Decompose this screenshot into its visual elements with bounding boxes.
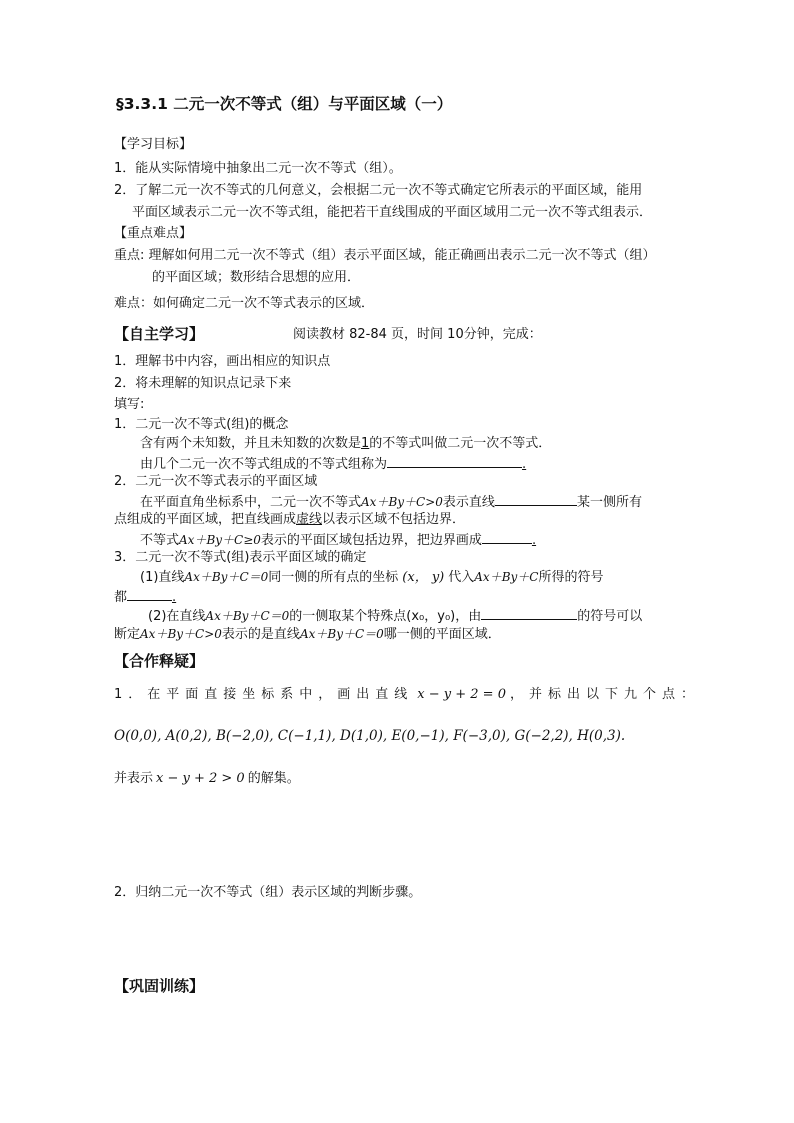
section-1-title: 1．二元一次不等式(组)的概念 xyxy=(114,417,289,432)
objective-item: 2．了解二元一次不等式的几何意义，会根据二元一次不等式确定它所表示的平面区域，能用 xyxy=(114,183,643,198)
page-title: §3.3.1 二元一次不等式（组）与平面区域（一） xyxy=(116,95,453,113)
keypoints-heading: 【重点难点】 xyxy=(114,226,193,241)
section-2-line-b: 点组成的平面区域，把直线画成虚线以表示区域不包括边界． xyxy=(114,512,466,527)
section-2-line-a: 在平面直角坐标系中，二元一次不等式Ax＋By＋C>0表示直线 某一侧所有 xyxy=(140,492,642,512)
self-study-item: 1．理解书中内容，画出相应的知识点 xyxy=(114,354,331,369)
answer-blank[interactable] xyxy=(495,492,577,506)
answer-blank[interactable] xyxy=(127,587,172,601)
difficulty-line: 难点：如何确定二元一次不等式表示的区域． xyxy=(114,296,375,311)
section-3-line-b: 都 . xyxy=(114,587,182,607)
section-3-line-a: (1)直线Ax＋By＋C＝0同一侧的所有点的坐标 (x， y) 代入Ax＋By＋C所得的符号 xyxy=(140,570,604,585)
self-study-item: 2．将未理解的知识点记录下来 xyxy=(114,376,292,391)
answer-blank[interactable] xyxy=(482,530,532,544)
self-study-heading: 【自主学习】 xyxy=(114,325,205,343)
fill-label: 填写: xyxy=(114,397,145,412)
section-1-line-b: 由几个二元一次不等式组成的不等式组称为 . xyxy=(140,454,536,474)
points-list: O(0,0), A(0,2), B(−2,0), C(−1,1), D(1,0), E(0,−1), F(−3,0), G(−2,2), H(0,3). xyxy=(114,728,626,744)
section-3-line-d: 断定Ax＋By＋C>0表示的是直线Ax＋By＋C＝0哪一侧的平面区域． xyxy=(114,627,501,642)
section-2-line-c: 不等式Ax＋By＋C≥0表示的平面区域包括边界，把边界画成 . xyxy=(140,530,544,550)
section-2-title: 2．二元一次不等式表示的平面区域 xyxy=(114,474,318,489)
cooperation-heading: 【合作释疑】 xyxy=(114,652,205,670)
underlined-word: 虚线 xyxy=(296,512,323,527)
answer-blank[interactable] xyxy=(481,606,577,620)
section-1-line-a: 含有两个未知数，并且未知数的次数是1的不等式叫做二元一次不等式． xyxy=(140,436,552,451)
objective-item: 1．能从实际情境中抽象出二元一次不等式（组）。 xyxy=(114,161,402,176)
focus-line: 重点: 理解如何用二元一次不等式（组）表示平面区域，能正确画出表示二元一次不等式（组） xyxy=(114,248,656,263)
section-3-title: 3．二元一次不等式(组)表示平面区域的确定 xyxy=(114,550,367,565)
question-1-b: 并表示 x − y + 2 > 0 的解集。 xyxy=(114,771,300,786)
objective-item: 平面区域表示二元一次不等式组，能把若干直线围成的平面区域用二元一次不等式组表示． xyxy=(132,205,653,220)
underlined-number: 1 xyxy=(361,436,370,451)
self-study-instruction: 阅读教材 82-84 页，时间 10分钟，完成： xyxy=(293,327,542,342)
objectives-heading: 【学习目标】 xyxy=(114,137,193,152)
focus-line: 的平面区域；数形结合思想的应用． xyxy=(152,270,361,285)
answer-blank[interactable] xyxy=(387,454,522,468)
question-1: 1．在平面直接坐标系中，画出直线 x − y + 2 = 0 ，并标出以下九个点： xyxy=(114,687,700,702)
section-3-line-c: (2)在直线Ax＋By＋C＝0的一侧取某个特殊点(x₀，y₀)，由 的符号可以 xyxy=(148,606,642,626)
practice-heading: 【巩固训练】 xyxy=(114,977,205,995)
question-2: 2．归纳二元一次不等式（组）表示区域的判断步骤。 xyxy=(114,885,422,900)
